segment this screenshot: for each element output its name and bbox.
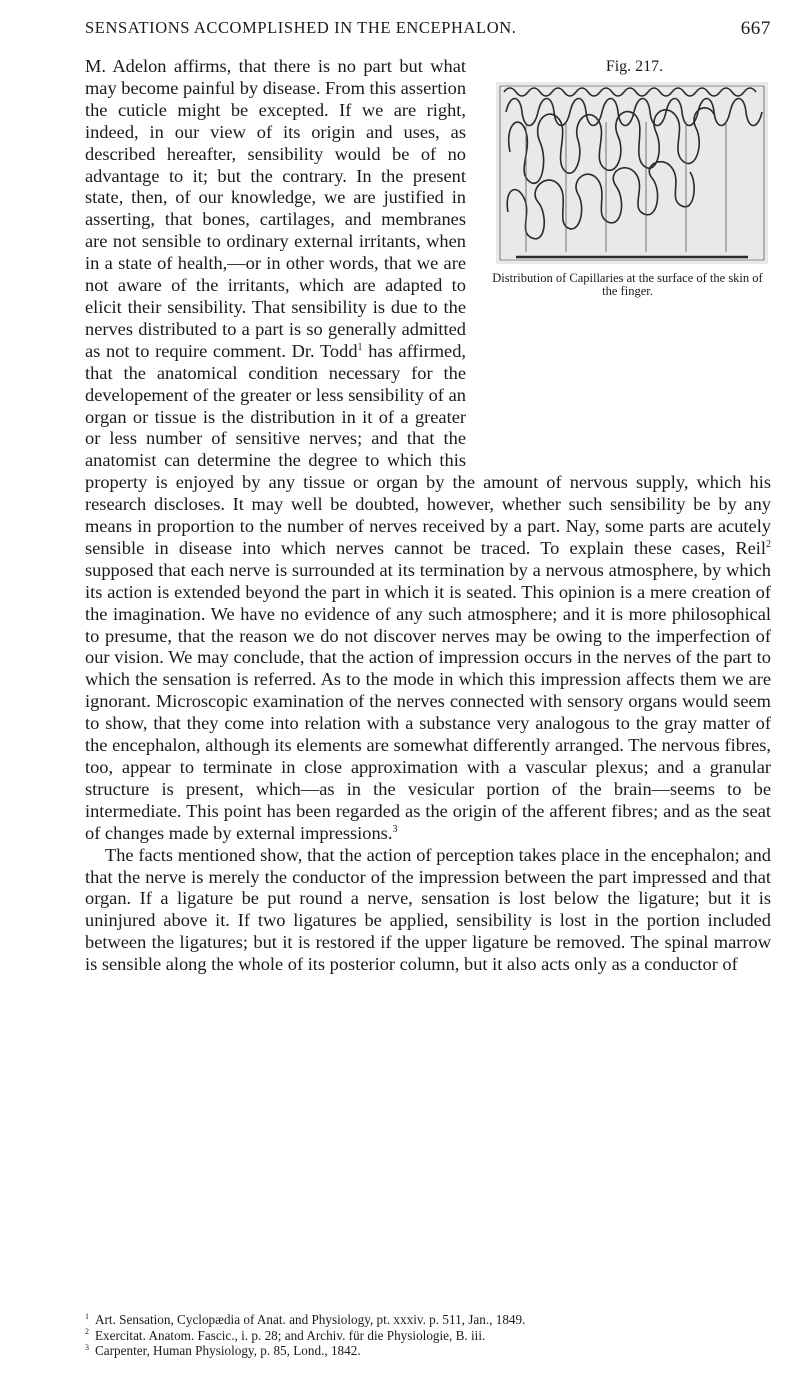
- footnote-marker: 2: [85, 1327, 89, 1337]
- paragraph-1: [85, 56, 771, 845]
- footnotes: [85, 1312, 771, 1359]
- paragraph-1-part-c: supposed that each nerve is surrounded at its termination by a nervous atmosphere, by which its action is extended beyond the part in which it is seated. This opinion is a mere creation of the imagination. We have no evidence of any such atmosphere; and it is more philosophical to presume, that the reason we do not discover nerves may be owing to the imperfection of our vision. We may conclude, that the action of impression occurs in the nerves of the part to which the sensation is referred. As to the mode in which this impression affects them we are ignorant. Microscopic examination of the nerves connected with sensory organs would seem to show, that they come into relation with a substance very analogous to the gray matter of the encephalon, although its elements are somewhat differently arranged. The nervous fibres, too, appear to terminate in close approximation with a vascular plexus; and a granular structure is present, which—as in the vesicular portion of the brain—seems to be intermediate. This point has been regarded as the origin of the afferent fibres; and as the seat of changes made by external impressions.: [85, 559, 771, 843]
- footnote-2: [85, 1328, 771, 1344]
- paragraph-2: The facts mentioned show, that the action of perception takes place in the encephalon; and that the nerve is merely the conductor of the impression between the part impressed and that organ. If a ligature be put round a nerve, sensation is lost below the ligature; but it is uninjured above it. If two ligatures be applied, sensibility is lost in the portion included between the ligatures; but it is restored if the upper ligature be removed. The spinal marrow is sensible along the whole of its posterior column, but it also acts only as a conductor of: [85, 844, 771, 975]
- running-header: [85, 18, 771, 42]
- paragraph-1-part-b: has affirmed, that the anatomical condition necessary for the developement of the greater or less sensibility of an organ or tissue is the distribution in it of a greater or less number of sensitive nerves; and that the anatomist can determine the degree to which this property is enjoyed by any tissue or organ by the amount of nervous supply, which his research discloses. It may well be doubted, however, whether such sensibility be by any means in proportion to the number of nerves received by a part. Nay, some parts are acutely sensible in disease into which nerves cannot be traced. To explain these cases, Reil: [85, 340, 771, 558]
- footnote-text: Exercitat. Anatom. Fascic., i. p. 28; and Archiv. für die Physiologie, B. iii.: [95, 1327, 486, 1343]
- figure-caption: Distribution of Capillaries at the surface of the skin of the finger.: [492, 271, 763, 298]
- footnote-1: [85, 1312, 771, 1328]
- footnote-ref-3: 3: [392, 823, 398, 835]
- footnote-text: Carpenter, Human Physiology, p. 85, Lond., 1842.: [95, 1343, 361, 1358]
- footnote-3: [85, 1343, 771, 1359]
- page-number: 667: [740, 18, 771, 39]
- body-text: [85, 56, 771, 976]
- footnote-ref-1: 1: [357, 341, 363, 353]
- footnote-marker: 3: [85, 1342, 89, 1352]
- paragraph-1-part-a: M. Adelon affirms, that there is no part but what may become painful by disease. From this assertion the cuticle might be excepted. If we are right, indeed, in our view of its origin and uses, as described hereafter, sensibility would be of no advantage to it; but the contrary. In the present state, then, of our knowledge, we are justified in asserting, that bones, cartilages, and membranes are not sensible to ordinary external irritants, when in a state of health,—or in other words, that we are not aware of the irritants, which are adapted to elicit their sensibility. That sensibility is due to the nerves distributed to a part is so generally admitted as not to require comment. Dr. Todd: [85, 56, 467, 361]
- footnote-marker: 1: [85, 1311, 89, 1321]
- figure-217: [480, 56, 771, 466]
- figure-label: Fig. 217.: [605, 58, 664, 75]
- capillary-illustration: [496, 82, 768, 264]
- footnote-ref-2: 2: [766, 538, 771, 550]
- running-title: SENSATIONS ACCOMPLISHED IN THE ENCEPHALON.: [85, 18, 517, 37]
- footnote-text: Art. Sensation, Cyclopædia of Anat. and Physiology, pt. xxxiv. p. 511, Jan., 1849.: [95, 1312, 526, 1327]
